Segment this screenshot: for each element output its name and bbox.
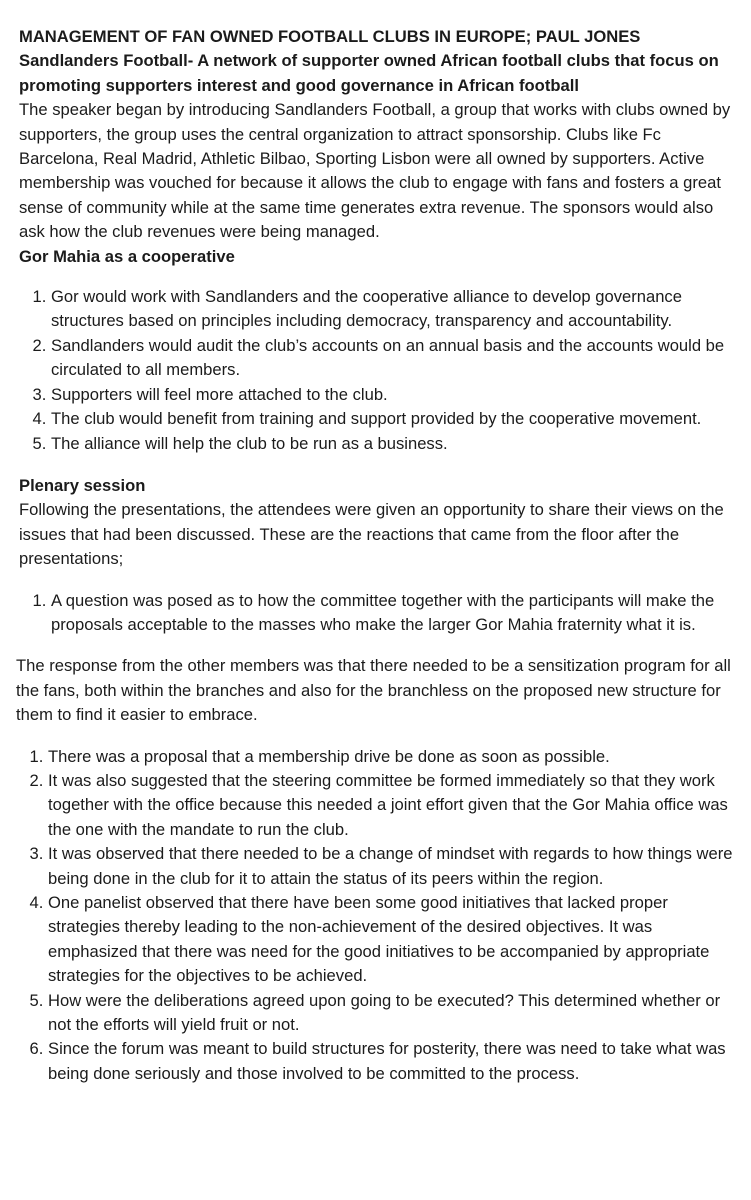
cooperative-heading: Gor Mahia as a cooperative [19,246,235,266]
list-item: 1. A question was posed as to how the committee together with the participants will make the proposals acceptable to the masses who make the larger Gor Mahia fraternity what it is. [51,589,737,638]
list-item: 3. It was observed that there needed to be a change of mindset with regards to how things were being done in the club for it to attain the status of its peers within the region. [48,842,737,891]
intro-paragraph: The speaker began by introducing Sandlanders Football, a group that works with clubs owned by supporters, the group uses the central organization to attract sponsorship. Clubs like Fc Barcelona, Real Madrid, Athletic Bilbao, Sporting Lisbon were all owned by supporters. Active membership was vouched for because it allows the club to engage with fans and fosters a great sense of community while at the same time generates extra revenue. The sponsors would also ask how the club revenues were being managed. [19,100,731,242]
plenary-intro-paragraph: Following the presentations, the attendees were given an opportunity to share their views on the issues that had been discussed. These are the reactions that came from the floor after the presentations; [19,500,724,569]
list-item: 5. The alliance will help the club to be run as a business. [51,432,737,456]
list-item: 4. One panelist observed that there have been some good initiatives that lacked proper strategies thereby leading to the non-achievement of the desired objectives. It was emphasized that there was need for the good initiatives to be accompanied by appropriate strategies for the objectives to be achieved. [48,891,737,989]
document-title: MANAGEMENT OF FAN OWNED FOOTBALL CLUBS IN EUROPE; PAUL JONES [19,27,641,46]
question-list [19,589,737,638]
proposal-list [19,745,737,1087]
list-item: 3. Supporters will feel more attached to the club. [51,383,737,407]
list-item: 1. There was a proposal that a membership drive be done as soon as possible. [48,745,737,769]
response-paragraph: The response from the other members was that there needed to be a sensitization program for all the fans, both within the branches and also for the branchless on the proposed new structure for them to find it easier to embrace. [16,656,731,725]
list-item: 2. Sandlanders would audit the club’s accounts on an annual basis and the accounts would be circulated to all members. [51,334,737,383]
plenary-heading: Plenary session [19,475,146,495]
list-item: 5. How were the deliberations agreed upon going to be executed? This determined whether or not the efforts will yield fruit or not. [48,989,737,1038]
list-item: 4. The club would benefit from training and support provided by the cooperative movement. [51,407,737,431]
list-item: 1. Gor would work with Sandlanders and the cooperative alliance to develop governance structures based on principles including democracy, transparency and accountability. [51,285,737,334]
cooperative-list [19,285,737,456]
document-subtitle: Sandlanders Football- A network of supporter owned African football clubs that focus on promoting supporters interest and good governance in African football [19,51,719,95]
list-item: 6. Since the forum was meant to build structures for posterity, there was need to take what was being done seriously and those involved to be committed to the process. [48,1037,737,1086]
list-item: 2. It was also suggested that the steering committee be formed immediately so that they work together with the office because this needed a joint effort given that the Gor Mahia office was the one with the mandate to run the club. [48,769,737,842]
